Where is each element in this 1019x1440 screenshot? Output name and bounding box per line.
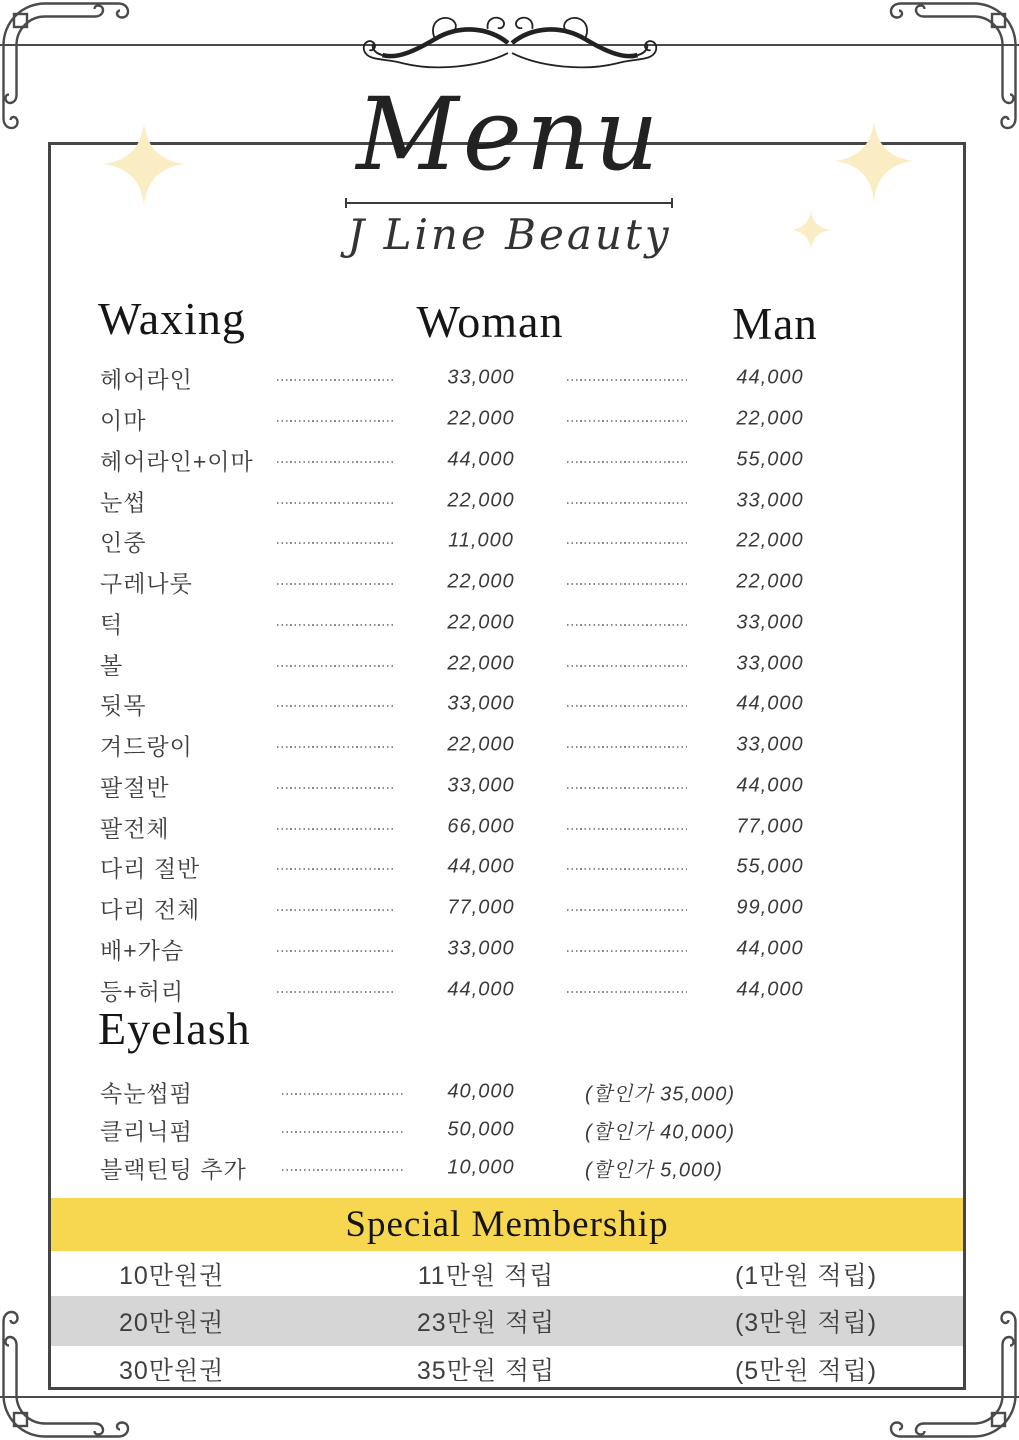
table-row [0,888,1019,929]
item-name: 헤어라인 [100,366,193,393]
dotted-leader [567,461,687,463]
dotted-leader [277,665,394,667]
item-name: 다리 절반 [100,855,201,882]
item-name: 뒷목 [100,692,147,719]
dotted-leader [567,909,687,911]
dotted-leader [277,583,394,585]
dotted-leader [277,787,394,789]
item-price-man: 22,000 [736,570,804,593]
table-row [0,643,1019,684]
item-price: 10,000 [447,1156,515,1179]
table-row [0,847,1019,888]
dotted-leader [567,502,687,504]
item-price-man: 55,000 [736,855,804,878]
bottom-rule [0,1396,1019,1398]
bonus-amount: (3만원 적립) [734,1309,878,1337]
dotted-leader [567,583,687,585]
item-price-man: 33,000 [736,489,804,512]
item-price-woman: 11,000 [448,529,514,552]
item-price-woman: 44,000 [447,978,515,1001]
table-row [0,440,1019,481]
table-row [0,725,1019,766]
item-name: 블랙틴팅 추가 [100,1156,247,1183]
membership-table [51,1251,963,1391]
table-row [0,562,1019,603]
item-name: 눈썹 [100,489,147,516]
dotted-leader [567,746,687,748]
dotted-leader [277,950,394,952]
dotted-leader [277,542,394,544]
page-subtitle: J Line Beauty [347,210,672,259]
dotted-leader [567,868,687,870]
dotted-leader [567,950,687,952]
dotted-leader [567,787,687,789]
item-price-woman: 44,000 [447,448,515,471]
dotted-leader [277,909,394,911]
dotted-leader [567,828,687,830]
voucher-amount: 20만원권 [119,1309,225,1337]
item-price-woman: 44,000 [447,855,515,878]
item-price-woman: 77,000 [447,896,515,919]
eyelash-price-table [0,1073,1019,1187]
item-name: 인중 [100,529,147,556]
item-name: 등+허리 [100,978,185,1005]
item-price: 40,000 [447,1080,515,1103]
item-price-man: 77,000 [736,815,804,838]
item-price-woman: 22,000 [447,733,515,756]
section-heading-eyelash: Eyelash [98,1003,251,1054]
column-header-man: Man [732,299,818,349]
dotted-leader [567,624,687,626]
dotted-leader [277,868,394,870]
dotted-leader [567,542,687,544]
item-discount: (할인가 40,000) [585,1121,736,1144]
membership-row [51,1346,963,1391]
credit-amount: 35만원 적립 [416,1356,556,1385]
table-row [0,806,1019,847]
item-price-man: 33,000 [736,733,804,756]
item-price-man: 44,000 [736,774,804,797]
table-row [0,766,1019,807]
dotted-leader [282,1169,404,1171]
item-name: 팔절반 [100,774,170,801]
waxing-price-table [0,358,1019,1010]
table-row [0,521,1019,562]
item-price-woman: 33,000 [447,937,515,960]
item-name: 배+가슴 [100,937,185,964]
item-price-woman: 33,000 [447,692,515,715]
dotted-leader [567,991,687,993]
item-price-woman: 22,000 [447,570,515,593]
item-name: 턱 [100,611,124,638]
table-row [0,929,1019,970]
item-price-man: 44,000 [736,937,804,960]
title-divider [345,202,673,204]
dotted-leader [277,828,394,830]
credit-amount: 11만원 적립 [417,1261,555,1290]
item-discount: (할인가 35,000) [585,1083,736,1106]
flourish-icon [338,12,682,78]
dotted-leader [277,991,394,993]
dotted-leader [567,705,687,707]
bonus-amount: (5만원 적립) [734,1356,878,1385]
table-row [0,1149,1019,1187]
page-title: Menu [356,76,663,193]
item-price-woman: 33,000 [447,774,515,797]
item-price-woman: 66,000 [447,815,515,838]
item-price-woman: 22,000 [447,652,515,675]
item-name: 다리 전체 [100,896,201,923]
item-price-man: 44,000 [736,978,804,1001]
table-row [0,480,1019,521]
table-row [0,603,1019,644]
dotted-leader [277,624,394,626]
item-price-man: 33,000 [736,652,804,675]
item-name: 헤어라인+이마 [100,448,254,475]
voucher-amount: 10만원권 [119,1261,225,1290]
dotted-leader [282,1093,404,1095]
item-price-man: 55,000 [736,448,804,471]
section-heading-waxing: Waxing [98,293,246,344]
item-price-man: 22,000 [736,529,804,552]
dotted-leader [277,461,394,463]
table-row [0,399,1019,440]
table-row [0,1073,1019,1111]
table-row [0,358,1019,399]
membership-banner [51,1198,963,1251]
bonus-amount: (1만원 적립) [734,1261,878,1290]
item-price-man: 22,000 [736,407,804,430]
item-price-man: 44,000 [736,366,804,389]
credit-amount: 23만원 적립 [416,1309,556,1337]
dotted-leader [277,420,394,422]
item-name: 클리닉펌 [100,1118,193,1145]
item-price-man: 33,000 [736,611,804,634]
membership-row-highlighted [51,1296,963,1346]
item-name: 겨드랑이 [100,733,193,760]
membership-row [51,1251,963,1296]
item-price-woman: 22,000 [447,611,515,634]
item-price-woman: 33,000 [447,366,515,389]
item-name: 팔전체 [100,815,170,842]
dotted-leader [282,1131,404,1133]
item-price-woman: 22,000 [447,489,515,512]
item-name: 구레나룻 [100,570,193,597]
table-row [0,1111,1019,1149]
dotted-leader [277,379,394,381]
column-header-woman: Woman [416,296,564,347]
item-discount: (할인가 5,000) [585,1159,723,1182]
item-name: 볼 [100,652,124,679]
item-price-woman: 22,000 [447,407,515,430]
dotted-leader [277,705,394,707]
dotted-leader [277,502,394,504]
dotted-leader [567,665,687,667]
voucher-amount: 30만원권 [119,1356,225,1385]
item-name: 이마 [100,407,147,434]
dotted-leader [567,420,687,422]
membership-heading: Special Membership [345,1204,669,1245]
item-name: 속눈썹펌 [100,1080,193,1107]
item-price-man: 44,000 [736,692,804,715]
item-price-man: 99,000 [736,896,804,919]
table-row [0,684,1019,725]
dotted-leader [277,746,394,748]
dotted-leader [567,379,687,381]
item-price: 50,000 [447,1118,515,1141]
